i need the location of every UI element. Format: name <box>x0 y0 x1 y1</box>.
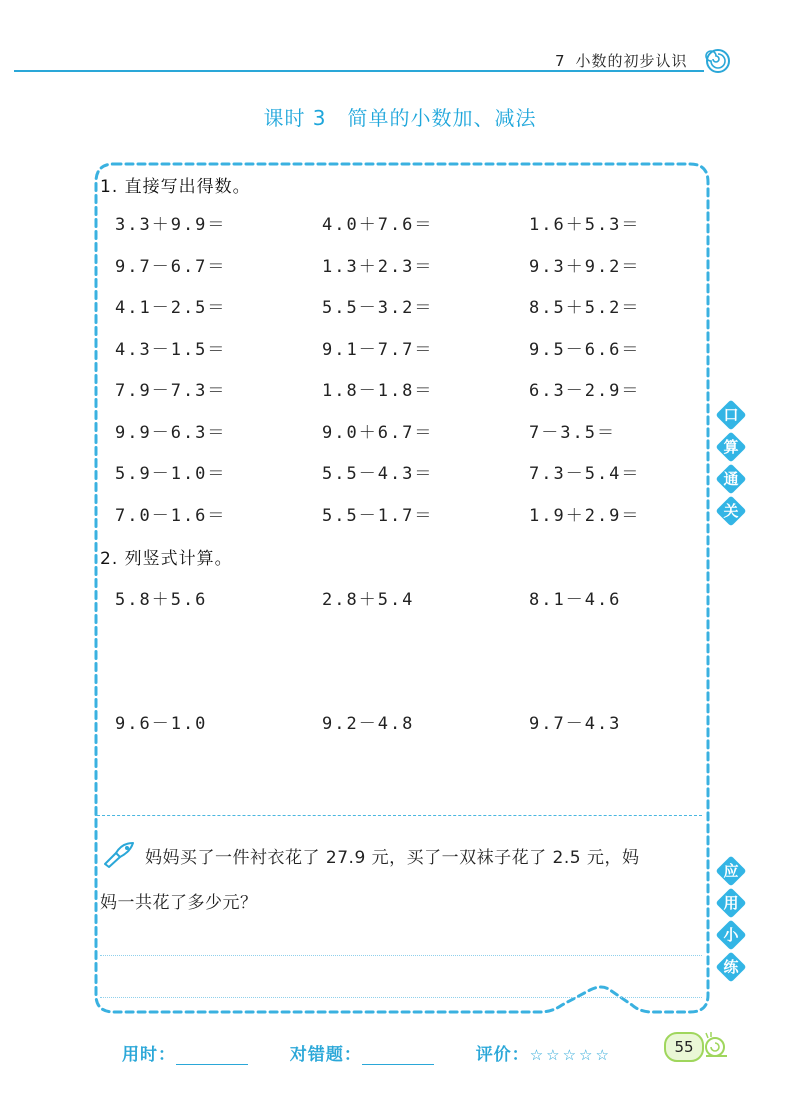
mental-math-item: 8.5＋5.2＝ <box>529 298 641 318</box>
vertical-calc-item: 9.2－4.8 <box>322 714 415 734</box>
section-divider <box>97 815 702 816</box>
mental-math-item: 9.1－7.7＝ <box>322 339 434 360</box>
side-tag <box>716 920 746 950</box>
answer-line <box>100 997 702 998</box>
mental-math-item: 9.9－6.3＝ <box>115 422 227 443</box>
mental-math-item: 1.8－1.8＝ <box>322 381 434 401</box>
side-tag <box>716 464 746 494</box>
section1-title: 1. 直接写出得数。 <box>100 177 251 197</box>
side-tag-char: 用 <box>723 894 739 912</box>
side-tag-char: 小 <box>723 926 739 944</box>
answer-line <box>100 955 702 956</box>
side-tag <box>716 496 746 526</box>
side-tag <box>716 432 746 462</box>
vertical-calc-item: 9.7－4.3 <box>529 714 622 734</box>
mental-math-item: 9.5－6.6＝ <box>529 339 641 360</box>
mental-math-item: 7.0－1.6＝ <box>115 505 227 526</box>
mental-math-item: 5.9－1.0＝ <box>115 464 227 484</box>
mental-math-item: 9.0＋6.7＝ <box>322 422 434 443</box>
errors-blank[interactable] <box>362 1046 434 1065</box>
mental-math-item: 4.3－1.5＝ <box>115 339 227 360</box>
problem-text-line2: 妈一共花了多少元？ <box>100 893 258 913</box>
side-tag-char: 应 <box>723 862 739 880</box>
mental-math-item: 5.5－1.7＝ <box>322 505 434 526</box>
vertical-calc-item: 8.1－4.6 <box>529 590 622 610</box>
side-tag <box>716 856 746 886</box>
mental-math-item: 1.3＋2.3＝ <box>322 256 434 277</box>
footer-bar <box>122 1040 612 1065</box>
section2-title: 2. 列竖式计算。 <box>100 549 233 569</box>
chapter-title: 小数的初步认识 <box>575 52 688 70</box>
mental-math-item: 4.1－2.5＝ <box>115 298 227 318</box>
mental-math-item: 3.3＋9.9＝ <box>115 215 227 235</box>
mental-math-item: 5.5－4.3＝ <box>322 464 434 484</box>
side-tag <box>716 400 746 430</box>
mental-math-item: 7－3.5＝ <box>529 422 616 443</box>
page-number: 55 <box>664 1032 704 1062</box>
side-tag-char: 算 <box>723 438 739 456</box>
swirl-icon <box>705 48 731 74</box>
time-blank[interactable] <box>176 1046 248 1065</box>
side-tag-char: 通 <box>723 470 739 488</box>
mental-math-item: 4.0＋7.6＝ <box>322 215 434 235</box>
problem-text-line1: 妈妈买了一件衬衣花了 27.9 元，买了一双袜子花了 2.5 元，妈 <box>145 848 640 868</box>
side-tag <box>716 888 746 918</box>
side-tag-char: 关 <box>723 502 739 520</box>
time-label: 用时： <box>122 1045 176 1065</box>
mental-math-item: 1.6＋5.3＝ <box>529 215 641 235</box>
vertical-calc-item: 9.6－1.0 <box>115 714 208 734</box>
rating-stars[interactable]: ☆☆☆☆☆ <box>529 1046 612 1064</box>
mental-math-item: 6.3－2.9＝ <box>529 381 641 401</box>
mental-math-item: 9.3＋9.2＝ <box>529 256 641 277</box>
mental-math-item: 5.5－3.2＝ <box>322 298 434 318</box>
errors-label: 对错题： <box>289 1045 362 1065</box>
mental-math-item: 7.9－7.3＝ <box>115 381 227 401</box>
mental-math-item: 1.9＋2.9＝ <box>529 505 641 526</box>
lesson-title: 课时 3 简单的小数加、减法 <box>263 106 537 130</box>
mental-math-item: 9.7－6.7＝ <box>115 256 227 277</box>
trumpet-icon <box>102 840 136 868</box>
snail-icon <box>700 1030 730 1060</box>
header-rule <box>14 70 704 72</box>
side-tag-char: 练 <box>723 958 739 976</box>
vertical-calc-item: 5.8＋5.6 <box>115 590 208 610</box>
mental-math-item: 7.3－5.4＝ <box>529 464 641 484</box>
chapter-header <box>555 50 688 71</box>
vertical-calc-item: 2.8＋5.4 <box>322 590 415 610</box>
chapter-number: 7 <box>555 52 566 70</box>
side-tag <box>716 952 746 982</box>
rating-label: 评价： <box>475 1045 530 1065</box>
side-tag-char: 口 <box>723 406 739 424</box>
